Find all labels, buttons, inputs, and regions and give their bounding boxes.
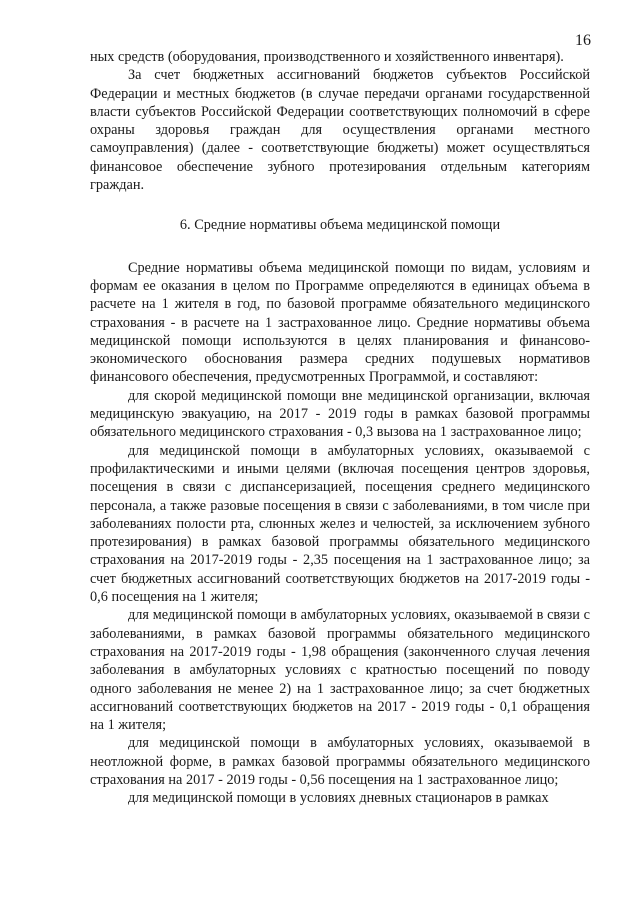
paragraph-budget-funding: За счет бюджетных ассигнований бюджетов субъектов Российской Федерации и местных бюджетов (в случае передачи органами государственной власти субъектов Российской Федерации соответствующих полномочий в сфере охраны здоровья граждан для осуществления органами местного самоуправления) (далее - соответствующие бюджеты) может осуществляться финансовое обеспечение зубного протезирования отдельным категориям граждан. [90, 67, 590, 194]
paragraph-outpatient-urgent: для медицинской помощи в амбулаторных условиях, оказываемой в неотложной форме, в рамках базовой программы обязательного медицинского страхования на 2017 - 2019 годы - 0,56 посещения на 1 застрахованное лицо; [90, 735, 590, 788]
document-body [90, 48, 590, 808]
paragraph-emergency: для скорой медицинской помощи вне медицинской организации, включая медицинскую эвакуацию, на 2017 - 2019 годы в рамках базовой программы обязательного медицинского страхования - 0,3 вызова на 1 застрахованное лицо; [90, 387, 590, 441]
paragraph-outpatient-preventive: для медицинской помощи в амбулаторных условиях, оказываемой с профилактическими и иными целями (включая посещения центров здоровья, посещения в связи с диспансеризацией, посещения среднего медицинского персонала, а также разовые посещения в связи с заболеваниями, в том числе при заболеваниях полости рта, слюнных желез и челюстей, за исключением зубного протезирования) в рамках базовой программы обязательного медицинского страхования на 2017-2019 годы - 2,35 посещения на 1 застрахованное лицо; за счет бюджетных ассигнований соответствующих бюджетов на 2017-2019 годы - 0,6 посещения на 1 жителя; [90, 442, 590, 606]
section-heading: 6. Средние нормативы объема медицинской помощи [179, 217, 501, 234]
paragraph-day-hospital: для медицинской помощи в условиях дневных стационаров в рамках [128, 790, 549, 807]
paragraph-intro: Средние нормативы объема медицинской помощи по видам, условиям и формам ее оказания в целом по Программе определяются в единицах объема в расчете на 1 жителя в год, по базовой программе обязательного медицинского страхования - в расчете на 1 застрахованное лицо. Средние нормативы объема медицинской помощи используются в целях планирования и финансово-экономического обоснования размера средних подушевых нормативов финансового обеспечения, предусмотренных Программой, и составляют: [90, 259, 590, 386]
page-number: 16 [575, 32, 591, 49]
paragraph-continuation: ных средств (оборудования, производственного и хозяйственного инвентаря). [90, 49, 564, 65]
paragraph-outpatient-disease: для медицинской помощи в амбулаторных условиях, оказываемой в связи с заболеваниями, в рамках базовой программы обязательного медицинского страхования на 2017-2019 годы - 1,98 обращения (законченного случая лечения заболевания в амбулаторных условиях с кратностью посещений по поводу одного заболевания не менее 2) на 1 застрахованное лицо; за счет бюджетных ассигнований соответствующих бюджетов на 2017 - 2019 годы - 0,1 обращения на 1 жителя; [90, 607, 590, 734]
